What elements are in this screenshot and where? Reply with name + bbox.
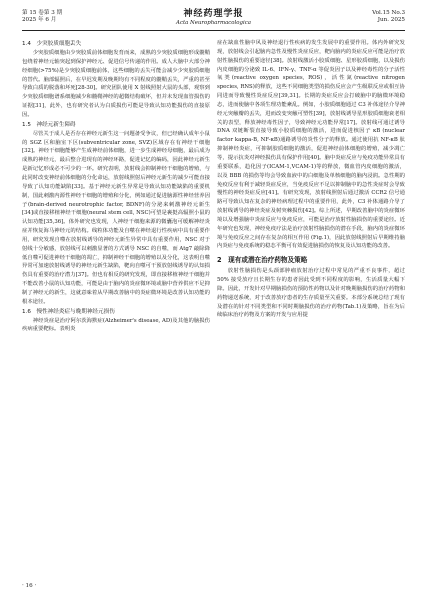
section-heading-1-6: 1.6 慢性神经炎症与晚期神经元损伤	[22, 308, 115, 315]
journal-title	[22, 9, 405, 27]
section-heading-1-5: 1.5 神经元新生障碍	[22, 121, 76, 128]
left-column	[22, 39, 210, 334]
journal-title-en: Acta Neuropharmacologica	[176, 20, 251, 26]
paragraph: 神经炎症是治疗阿尔茨海默症(Alzheimer's disease, AD)及其他的脑损伤疾病重要靶标。表明炎	[22, 317, 210, 333]
paragraph: 尽管关于成人是否存在神经元新生这一问题备受争议，但已经确认成年小鼠的 SGZ 区和脑室下区(subventricular zone, SVZ)区域存在有神经干细胞[32]。神经干细胞能够产生成神经前体细胞，进一步生成神经母细胞，最后成为成熟的神经元，最后整合进现有的神经环路，促进记忆的编码，因此神经元新生是新记忆形成必不可少的一环。研究表明，放射线会抑制神经干细胞的增殖，与此同时改变神经前体细胞的分化命运，放射线照射后神经元新生的减少可能直接导致了认知功能缺陷[33]。基于神经元新生异常是导致认知功能缺陷的重要机制，国此刺激内源性神经干细胞的增殖和分化，例如通过促进脑源性神经营养因子(brain-derived neurotrophic factor, BDNF)的分泌来刺激神经元新生[34]或直接移植神经干细胞(neural stem cell, NSC)可望是裹挺高辐照小鼠的认知功能[35,36]。体外研究也发现，人神经干细胞来源的微囊泡可缓解神经炎症并恢复海马神经元的结构。线粒体功能及自噬在神经退行性疾病中具有重要作用，研究发现自噬在放射线诱导的神经元新生异常中具有重要作用，NSC 对于射线十分敏感，放射线可以刺激显著的方式诱导 NSC 的自噬，而 Atg7 敲除降低自噬可促进神经干细胞的凋亡，抑制神经干细胞的增殖以及分化，这表明自噬异常可加速放射线诱导的神经元新生缺陷，靶向自噬可干预放射线诱导的认知损伤具有重要的治疗潜力[37]。但也有相反的研究发现，即直接移植神经干细胞并不能改善小鼠的认知功能，可能是由于脑内的炎症微环境或脑中营养供应不足抑制了神经元的新生，这就意味着从早期改善脑中的炎症微环境是改善认知功能的根本途径。	[22, 130, 210, 305]
paragraph: 少突胶质细胞由少突胶质前体细胞发育而来，成熟的少突胶质细胞形成髓鞘包绕着神经元轴突起到保护神经元、促进信号传递的作用。成人大脑中大部分神经细胞(>75%)是少突胶质细胞前体，这些细胞的丢失可能会减少少突胶质细胞的替代。脑部辐照后，在早迟发期及晚期均有不同程度的髓鞘丢失，严重的甚至导致白质的脱落和坏死[28-30]。研究团队使用 X 射线照射大鼠的头部，观察到少突胶质细胞谱系细胞减少和髓鞘神经的超微结构破坏，但并未发现血管损伤的证据[31]，此外，也有研究者认为白质损伤可能是导致认知功能损伤的直接原因。	[22, 50, 210, 118]
section-heading-1-4: 1.4 少突胶质细胞丢失	[22, 41, 82, 47]
publication-date: 2025 年 6 月	[22, 17, 57, 23]
volume-issue: 第 15 卷第 3 期	[22, 10, 63, 16]
section-heading-2: 2 现有或潜在治疗药物及策略	[217, 256, 308, 265]
paragraph: 症在缺血性脑中风及神经退行性疾病的发生发展中的重要作用。体内外研究发现，放射线会引起脑内急性及慢性炎症反应，靶向脑内的炎症反应可能是治疗放射性脑损伤的重要途径[38]。放射线激活小胶质细胞、星形胶质细胞，以及损伤内皮细胞的分泌致 IL-6、IFN-γ、TNF-α 等促炎因子以及神经毒性的分子活性氧类(reactive oxygen species, ROS)，活性氮(reactive nitrogen species, RNS)的释放，这些不同细胞类型的损伤反应会产生级联反应或相互协同进而导致慢性炎症反应[39,31]。长期的炎症反应会打破脑中的脑微环境稳态，进而使脑中各项生理功能紊乱。例如，小胶质细胞通过 C3 补体途径介导神经元突触瓣的丢失，进而改变突触可塑性[39]，放射线诱导星形胶质细胞衰老相关的表型，释放神经毒性因子，导致神经元功能异常[17]。放射线可通过诱导 DNA 双链断裂直接导致小胶质细胞的激活，进而促进核因子 κB (nuclear factor kappa-B, NF-κB)通路诱导的炎性分子的释放。通过使用抗 NF-κB 肽抑制神经炎症，可抑制胶质细胞的激活，促进神经前体细胞的增殖，减少凋亡等，提示抗炎对神经损伤具有保护作用[40]。脑中炎症反应与免疫功能异常具有重要联系，趋化因子(ICAM-1,VCAM-1)等的释放，微血管内皮细胞的激活，以及 BBB 的损伤等均会导致血液中的白细胞及单核细胞的脑内浸润。急性期的免疫反应有利于减轻炎症反应，当免疫反应不足以抑制脑中的急性炎症时会导致慢性的神经炎症反应[41]。有研究发现，放射线照射后通过激活 CCR2 信号通路可导致认知在复杂的神经病理过程中的重要作用，此外，C3 补体通路介导了放射线诱导的神经炎症及树突棘损伤[42]。综上所述，早期改善脑中的炎症微环境以及增强脑中炎症反应与免疫反应，可能是治疗放射性脑损伤的重要途径。近年研究也发现，神经免疫疗法是治疗放射性脑损伤的潜在手段，脑内的炎症微环境与免疫反应之间存在复杂的相互作用 (Fig.1)，因此放射线照射后早期维持脑内炎症与免疫系统的稳态平衡可有效促进脑损伤的恢复及认知功能的改善。	[217, 40, 405, 250]
right-column	[217, 39, 405, 320]
publication-date-en: Jun. 2025	[377, 17, 405, 23]
issue-info-en	[372, 10, 405, 24]
volume-issue-en: Vol.15 No.3	[372, 10, 405, 16]
page-number: · 16 ·	[22, 583, 37, 589]
header-rule	[22, 30, 405, 31]
running-header	[22, 9, 405, 35]
paragraph: 放射性脑损伤是头颈部肿瘤放射治疗过程中常见的严重不良事件，超过 50% 接受放疗且长期生存的患者因此受到不同程度的影响，生活质量大幅下降。因此，开发针对早期脑损伤的预防性药物以及针对晚期脑损伤的治疗药物和药物递送系统，对于改善放疗患者的生存质量至关重要。本部分系统总结了现有及潜在的针对不同类型和不同时期脑损伤的治疗药物(Tab.1)及策略，旨在为后续临床治疗药物及方案的开发与应用提	[217, 268, 405, 319]
journal-title-cn: 神经药理学报	[183, 9, 244, 19]
